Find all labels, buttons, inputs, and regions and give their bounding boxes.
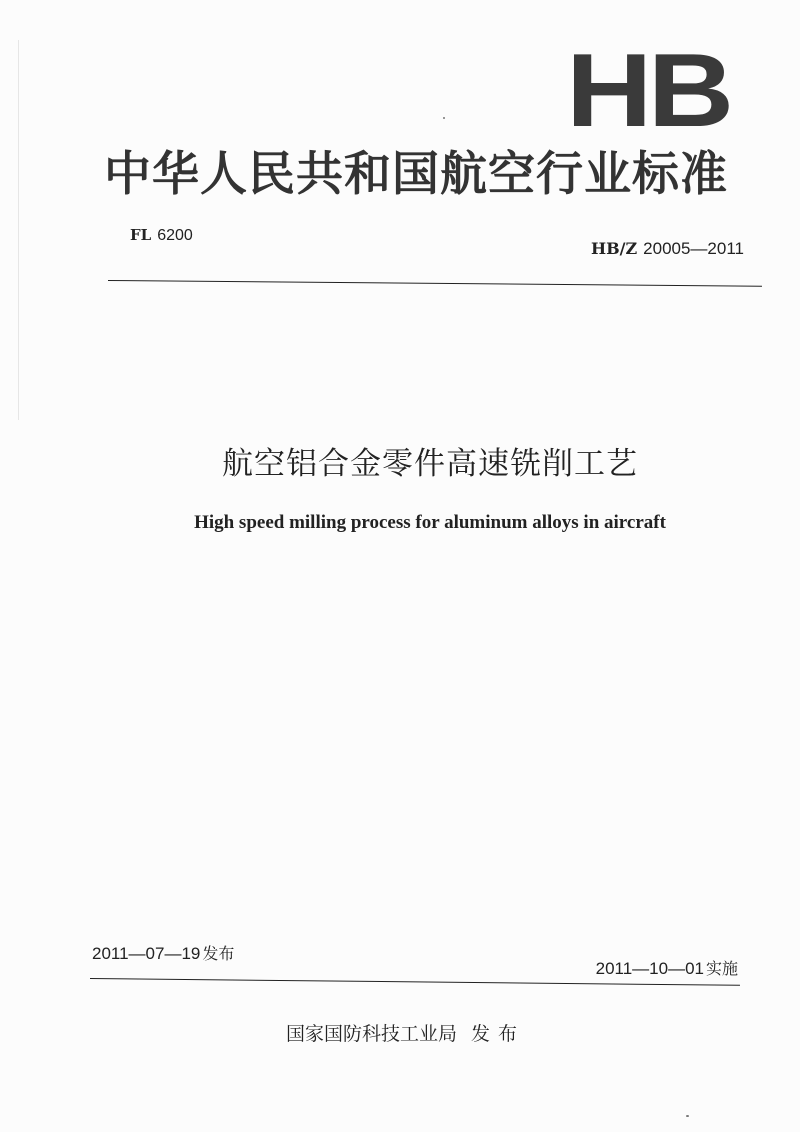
scan-speck [443,117,445,119]
document-title-chinese: 航空铝合金零件高速铣削工艺 [222,446,638,482]
classification-label: FL [130,226,152,244]
standard-label: HB/Z [590,239,638,258]
issue-date [92,941,234,964]
scan-speck [686,1115,689,1117]
issuer-name: 国家国防科技工业局 [286,1023,458,1045]
footer-divider [90,978,740,986]
implementation-date-value: 2011—10—01 [595,959,704,978]
implementation-date-label: 实施 [705,959,738,978]
standard-category-title: 中华人民共和国航空行业标准 [104,147,728,202]
scan-edge-shadow [18,40,19,420]
classification-number: 6200 [157,227,193,244]
issuing-authority [286,1019,525,1046]
hb-logo: HB [566,33,730,149]
issue-date-label: 发布 [202,944,235,963]
header-divider [108,280,762,287]
standard-number [591,239,744,259]
issuer-verb: 发布 [471,1023,526,1045]
standard-number-value: 20005—2011 [643,239,744,258]
implementation-date [596,956,738,979]
issue-date-value: 2011—07—19 [92,944,201,963]
document-title-english: High speed milling process for aluminum alloys in aircraft [194,512,666,533]
classification-code [130,226,193,245]
